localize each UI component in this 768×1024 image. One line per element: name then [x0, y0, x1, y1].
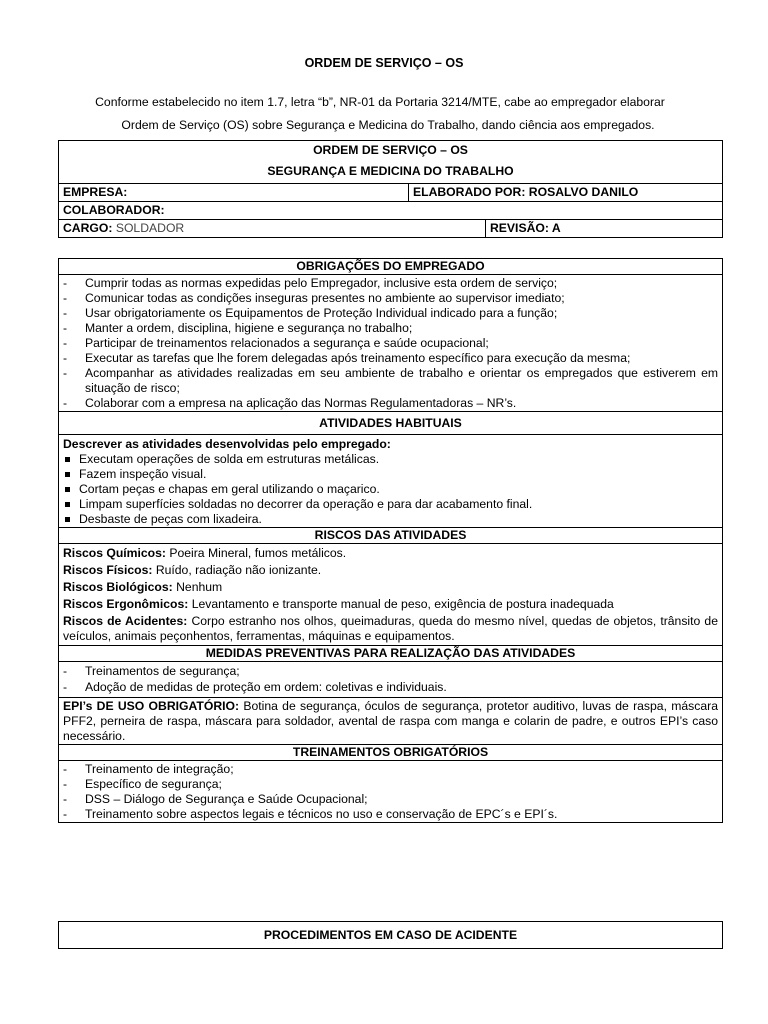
- medidas-title: MEDIDAS PREVENTIVAS PARA REALIZAÇÃO DAS ATIVIDADES: [205, 646, 576, 660]
- list-item: - Cumprir todas as normas expedidas pelo Empregador, inclusive esta ordem de serviço;: [63, 276, 718, 291]
- riscos-title: RISCOS DAS ATIVIDADES: [314, 528, 467, 542]
- treinamentos-header: [59, 744, 722, 760]
- elaborado-value: ROSALVO DANILO: [528, 185, 639, 199]
- risco-label: Riscos Físicos:: [63, 563, 153, 577]
- risco-value: Corpo estranho nos olhos, queimaduras, queda do mesmo nível, quedas de objetos, trânsito de veículos, animais peçonhentos, ferramentas, máquinas e equipamentos.: [63, 614, 718, 643]
- list-item: - Treinamento de integração;: [63, 762, 718, 777]
- risco-value: Ruído, radiação não ionizante.: [155, 563, 322, 577]
- list-item: Desbaste de peças com lixadeira.: [63, 512, 718, 527]
- atividades-body: [59, 434, 722, 527]
- risco-label: Riscos Ergonômicos:: [63, 597, 189, 611]
- obrigacoes-list: [59, 275, 722, 411]
- riscos-header: [59, 527, 722, 543]
- list-item: - DSS – Diálogo de Segurança e Saúde Ocupacional;: [63, 792, 718, 807]
- cargo-cell: [59, 220, 486, 237]
- cargo-value: SOLDADOR: [115, 221, 185, 235]
- list-item: - Específico de segurança;: [63, 777, 718, 792]
- header-table: [58, 140, 723, 238]
- colaborador-row: [59, 201, 722, 219]
- obrigacoes-title: OBRIGAÇÕES DO EMPREGADO: [296, 259, 485, 273]
- treinamentos-title: TREINAMENTOS OBRIGATÓRIOS: [292, 745, 489, 759]
- list-item: - Participar de treinamentos relacionados a segurança e saúde ocupacional;: [63, 336, 718, 351]
- list-item: - Adoção de medidas de proteção em ordem: coletivas e individuais.: [63, 680, 718, 696]
- procedimentos-title: PROCEDIMENTOS EM CASO DE ACIDENTE: [263, 928, 518, 942]
- obrigacoes-header: [59, 259, 722, 274]
- medidas-body: [59, 661, 722, 697]
- epi-text: [59, 698, 722, 744]
- revisao-cell: [486, 220, 565, 237]
- main-table: [58, 258, 723, 823]
- list-item: - Treinamentos de segurança;: [63, 664, 718, 680]
- document-title: ORDEM DE SERVIÇO – OS: [304, 56, 464, 70]
- atividades-header: [59, 411, 722, 434]
- header-title-2: SEGURANÇA E MEDICINA DO TRABALHO: [267, 164, 514, 178]
- list-item: Fazem inspeção visual.: [63, 467, 718, 482]
- treinamentos-body: [59, 760, 722, 822]
- medidas-list: [59, 662, 722, 697]
- elaborado-cell: [409, 184, 642, 201]
- epi-label: EPI’s DE USO OBRIGATÓRIO:: [63, 699, 240, 713]
- risco-ergonomico: [59, 596, 722, 613]
- revisao-value: A: [551, 221, 561, 235]
- list-item: - Executar as tarefas que lhe forem delegadas após treinamento específico para execução da mesma;: [63, 351, 718, 366]
- cargo-label: CARGO:: [63, 221, 113, 235]
- elaborado-label: ELABORADO POR:: [413, 185, 526, 199]
- revisao-label: REVISÃO:: [490, 221, 549, 235]
- risco-label: Riscos de Acidentes:: [63, 614, 188, 628]
- atividades-lead: Descrever as atividades desenvolvidas pelo empregado:: [63, 437, 391, 451]
- list-item: - Treinamento sobre aspectos legais e técnicos no uso e conservação de EPC´s e EPI´s.: [63, 807, 718, 822]
- risco-value: Nenhum: [176, 580, 223, 594]
- risco-label: Riscos Biológicos:: [63, 580, 173, 594]
- list-item: Cortam peças e chapas em geral utilizando o maçarico.: [63, 482, 718, 497]
- intro-line-2: Ordem de Serviço (OS) sobre Segurança e Medicina do Trabalho, dando ciência aos empregados.: [121, 118, 655, 132]
- risco-label: Riscos Químicos:: [63, 546, 166, 560]
- risco-acidente: [59, 613, 722, 644]
- list-item: - Acompanhar as atividades realizadas em seu ambiente de trabalho e orientar os empregados que estiverem em situação de risco;: [63, 366, 718, 396]
- risco-fisico: [59, 562, 722, 579]
- risco-quimico: [59, 545, 722, 562]
- epi-value: Botina de segurança, óculos de segurança, protetor auditivo, luvas de raspa, máscara PFF2, perneira de raspa, máscara para soldador, avental de raspa com manga e colarin de padre, e outros EPI’s caso necessário.: [63, 699, 718, 743]
- list-item: Executam operações de solda em estruturas metálicas.: [63, 452, 718, 467]
- intro-line-1: Conforme estabelecido no item 1.7, letra “b”, NR-01 da Portaria 3214/MTE, cabe ao empregador elaborar: [95, 95, 665, 109]
- header-title-row: [59, 141, 722, 183]
- medidas-header: [59, 645, 722, 661]
- list-item: Limpam superfícies soldadas no decorrer da operação e para dar acabamento final.: [63, 497, 718, 512]
- atividades-title: ATIVIDADES HABITUAIS: [319, 416, 462, 430]
- empresa-label: EMPRESA:: [59, 184, 409, 201]
- atividades-list: [59, 452, 722, 527]
- list-item: - Comunicar todas as condições inseguras presentes no ambiente ao supervisor imediato;: [63, 291, 718, 306]
- risco-biologico: [59, 579, 722, 596]
- header-title-1: ORDEM DE SERVIÇO – OS: [313, 143, 468, 157]
- risco-value: Levantamento e transporte manual de peso, exigência de postura inadequada: [191, 597, 614, 611]
- epi-row: [59, 697, 722, 744]
- risco-value: Poeira Mineral, fumos metálicos.: [169, 546, 347, 560]
- procedimentos-table: [58, 921, 723, 949]
- treinamentos-list: [59, 761, 722, 822]
- list-item: - Usar obrigatoriamente os Equipamentos de Proteção Individual indicado para a função;: [63, 306, 718, 321]
- list-item: - Colaborar com a empresa na aplicação das Normas Regulamentadoras – NR’s.: [63, 396, 718, 411]
- colaborador-label: COLABORADOR:: [63, 203, 165, 217]
- empresa-row: [59, 183, 722, 201]
- riscos-body: [59, 543, 722, 645]
- list-item: - Manter a ordem, disciplina, higiene e segurança no trabalho;: [63, 321, 718, 336]
- cargo-row: [59, 219, 722, 237]
- obrigacoes-body: [59, 274, 722, 411]
